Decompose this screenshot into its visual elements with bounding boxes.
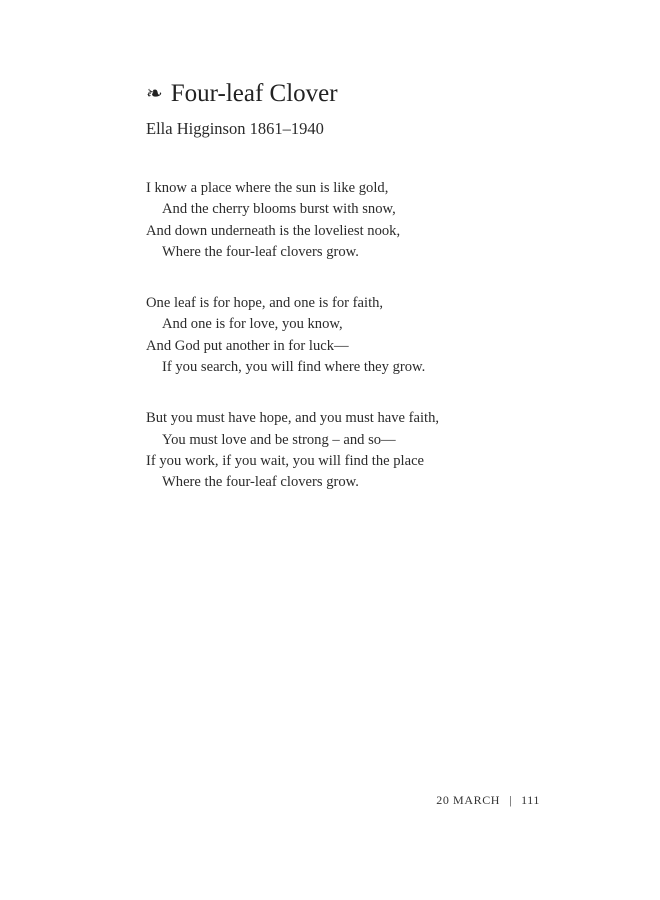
poem-author: Ella Higginson 1861–1940 [146, 119, 324, 138]
poem-line: And one is for love, you know, [162, 316, 343, 333]
poem-line: One leaf is for hope, and one is for faith, [146, 295, 384, 312]
folio-date: 20 MARCH [436, 793, 501, 807]
poem-line: Where the four-leaf clovers grow. [162, 474, 359, 491]
poem-title [146, 76, 338, 111]
poem-body [146, 178, 566, 524]
folio-separator: | [509, 793, 513, 807]
poem-line: And down underneath is the loveliest nook, [146, 222, 401, 239]
page-folio [436, 791, 540, 809]
poem-line: If you work, if you wait, you will find the place [146, 452, 425, 469]
stanza-1 [146, 178, 566, 263]
stanza-2 [146, 293, 566, 378]
poem-line: Where the four-leaf clovers grow. [162, 243, 359, 260]
floral-heart-ornament-icon: ❧ [146, 81, 163, 105]
poem-line: You must love and be strong – and so— [162, 431, 396, 448]
page-number: 111 [521, 793, 540, 807]
poem-line: If you search, you will find where they grow. [162, 359, 426, 376]
poem-line: And the cherry blooms burst with snow, [162, 201, 396, 218]
stanza-3 [146, 408, 566, 493]
poem-line: But you must have hope, and you must have faith, [146, 410, 440, 427]
poem-line: I know a place where the sun is like gold, [146, 180, 389, 196]
poem-title-text: Four-leaf Clover [170, 80, 338, 107]
poem-line: And God put another in for luck— [146, 337, 349, 354]
